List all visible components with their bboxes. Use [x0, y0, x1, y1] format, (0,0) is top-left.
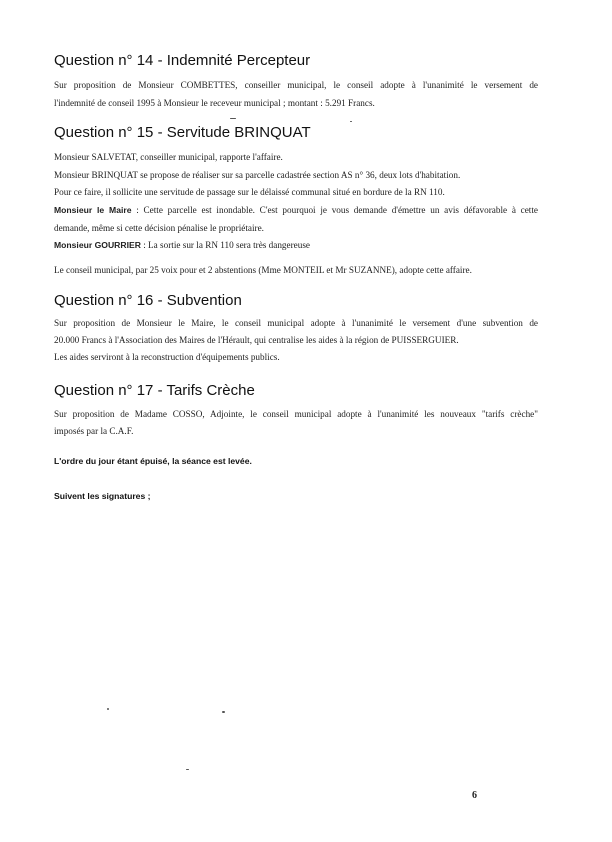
maire-statement: [54, 204, 538, 216]
agenda-closed-text: L'ordre du jour étant épuisé, la séance est levée.: [54, 456, 252, 466]
gourrier-statement: [54, 239, 310, 251]
question-16-line-3: Les aides serviront à la reconstruction d'équipements publics.: [54, 352, 280, 362]
question-17-line-2: imposés par la C.A.F.: [54, 426, 134, 436]
question-15-heading: Question n° 15 - Servitude BRINQUAT: [54, 124, 311, 141]
question-14-heading: Question n° 14 - Indemnité Percepteur: [54, 52, 311, 69]
question-17-heading: Question n° 17 - Tarifs Crèche: [54, 382, 255, 399]
question-14-line-1: Sur proposition de Monsieur COMBETTES, conseiller municipal, le conseil adopte à l'unanimité le versement de: [54, 80, 538, 90]
maire-speaker: Monsieur le Maire: [54, 205, 132, 215]
scan-speck: [222, 711, 225, 713]
question-14-line-2: l'indemnité de conseil 1995 à Monsieur le receveur municipal ; montant : 5.291 Francs.: [54, 98, 375, 108]
scan-speck: [107, 708, 109, 710]
gourrier-speaker: Monsieur GOURRIER: [54, 240, 141, 250]
question-16-line-1: Sur proposition de Monsieur le Maire, le conseil municipal adopte à l'unanimité le versement d'une subvention de: [54, 318, 538, 328]
scan-speck: [186, 769, 189, 770]
signatures-text: Suivent les signatures ;: [54, 491, 151, 501]
question-16-line-2: 20.000 Francs à l'Association des Maires de l'Hérault, qui centralise les aides à la région de PUISSERGUIER.: [54, 335, 459, 345]
maire-text: : Cette parcelle est inondable. C'est pourquoi je vous demande d'émettre un avis défavorable à cette: [131, 205, 538, 215]
page-number: 6: [472, 790, 477, 801]
question-15-vote: Le conseil municipal, par 25 voix pour et 2 abstentions (Mme MONTEIL et Mr SUZANNE), adopte cette affaire.: [54, 265, 472, 275]
question-15-line-2: Monsieur BRINQUAT se propose de réaliser sur sa parcelle cadastrée section AS n° 36, deux lots d'habitation.: [54, 170, 461, 180]
gourrier-text: : La sortie sur la RN 110 sera très dangereuse: [140, 240, 310, 250]
question-16-heading: Question n° 16 - Subvention: [54, 292, 242, 309]
maire-statement-cont: demande, même si cette décision pénalise le propriétaire.: [54, 223, 264, 233]
question-15-line-1: Monsieur SALVETAT, conseiller municipal, rapporte l'affaire.: [54, 152, 283, 162]
scan-speck: [230, 118, 236, 119]
question-17-line-1: Sur proposition de Madame COSSO, Adjointe, le conseil municipal adopte à l'unanimité les nouveaux "tarifs crèche": [54, 409, 538, 419]
scan-speck: [350, 121, 352, 122]
question-15-line-3: Pour ce faire, il sollicite une servitude de passage sur le délaissé communal situé en bordure de la RN 110.: [54, 187, 445, 197]
